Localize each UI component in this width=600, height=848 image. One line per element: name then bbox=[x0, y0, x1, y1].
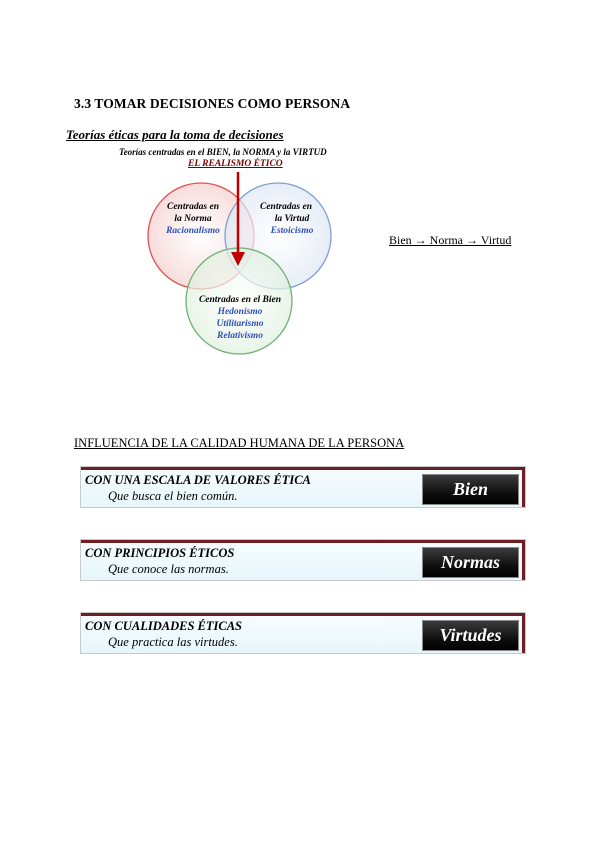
page-heading: 3.3 TOMAR DECISIONES COMO PERSONA bbox=[74, 96, 351, 111]
virtudes-button[interactable]: Virtudes bbox=[422, 620, 519, 651]
label-bien: Centradas en el Bien Hedonismo Utilitarismo Relativismo bbox=[198, 295, 282, 341]
card-title: CON CUALIDADES ÉTICAS bbox=[85, 619, 242, 633]
card-subtitle: Que practica las virtudes. bbox=[108, 635, 238, 649]
section-heading: INFLUENCIA DE LA CALIDAD HUMANA DE LA PERSONA bbox=[74, 436, 405, 450]
diagram-title: Teorías éticas para la toma de decisiones bbox=[66, 127, 284, 142]
card-subtitle: Que busca el bien común. bbox=[108, 489, 238, 503]
diagram-subtitle-realismo: EL REALISMO ÉTICO bbox=[188, 159, 283, 169]
diagram-subtitle: Teorías centradas en el BIEN, la NORMA y la VIRTUD bbox=[119, 147, 327, 157]
card-title: CON PRINCIPIOS ÉTICOS bbox=[85, 546, 235, 560]
card-subtitle: Que conoce las normas. bbox=[108, 562, 229, 576]
bien-button[interactable]: Bien bbox=[422, 474, 519, 505]
card-normas bbox=[80, 539, 526, 581]
card-title: CON UNA ESCALA DE VALORES ÉTICA bbox=[85, 473, 311, 487]
label-norma: Centradas en la Norma Racionalismo bbox=[166, 202, 220, 236]
card-virtudes bbox=[80, 612, 526, 654]
sequence-text: Bien → Norma → Virtud bbox=[389, 233, 512, 247]
card-bien bbox=[80, 466, 526, 508]
label-virtud: Centradas en la Virtud Estoicismo bbox=[260, 202, 314, 236]
normas-button[interactable]: Normas bbox=[422, 547, 519, 578]
